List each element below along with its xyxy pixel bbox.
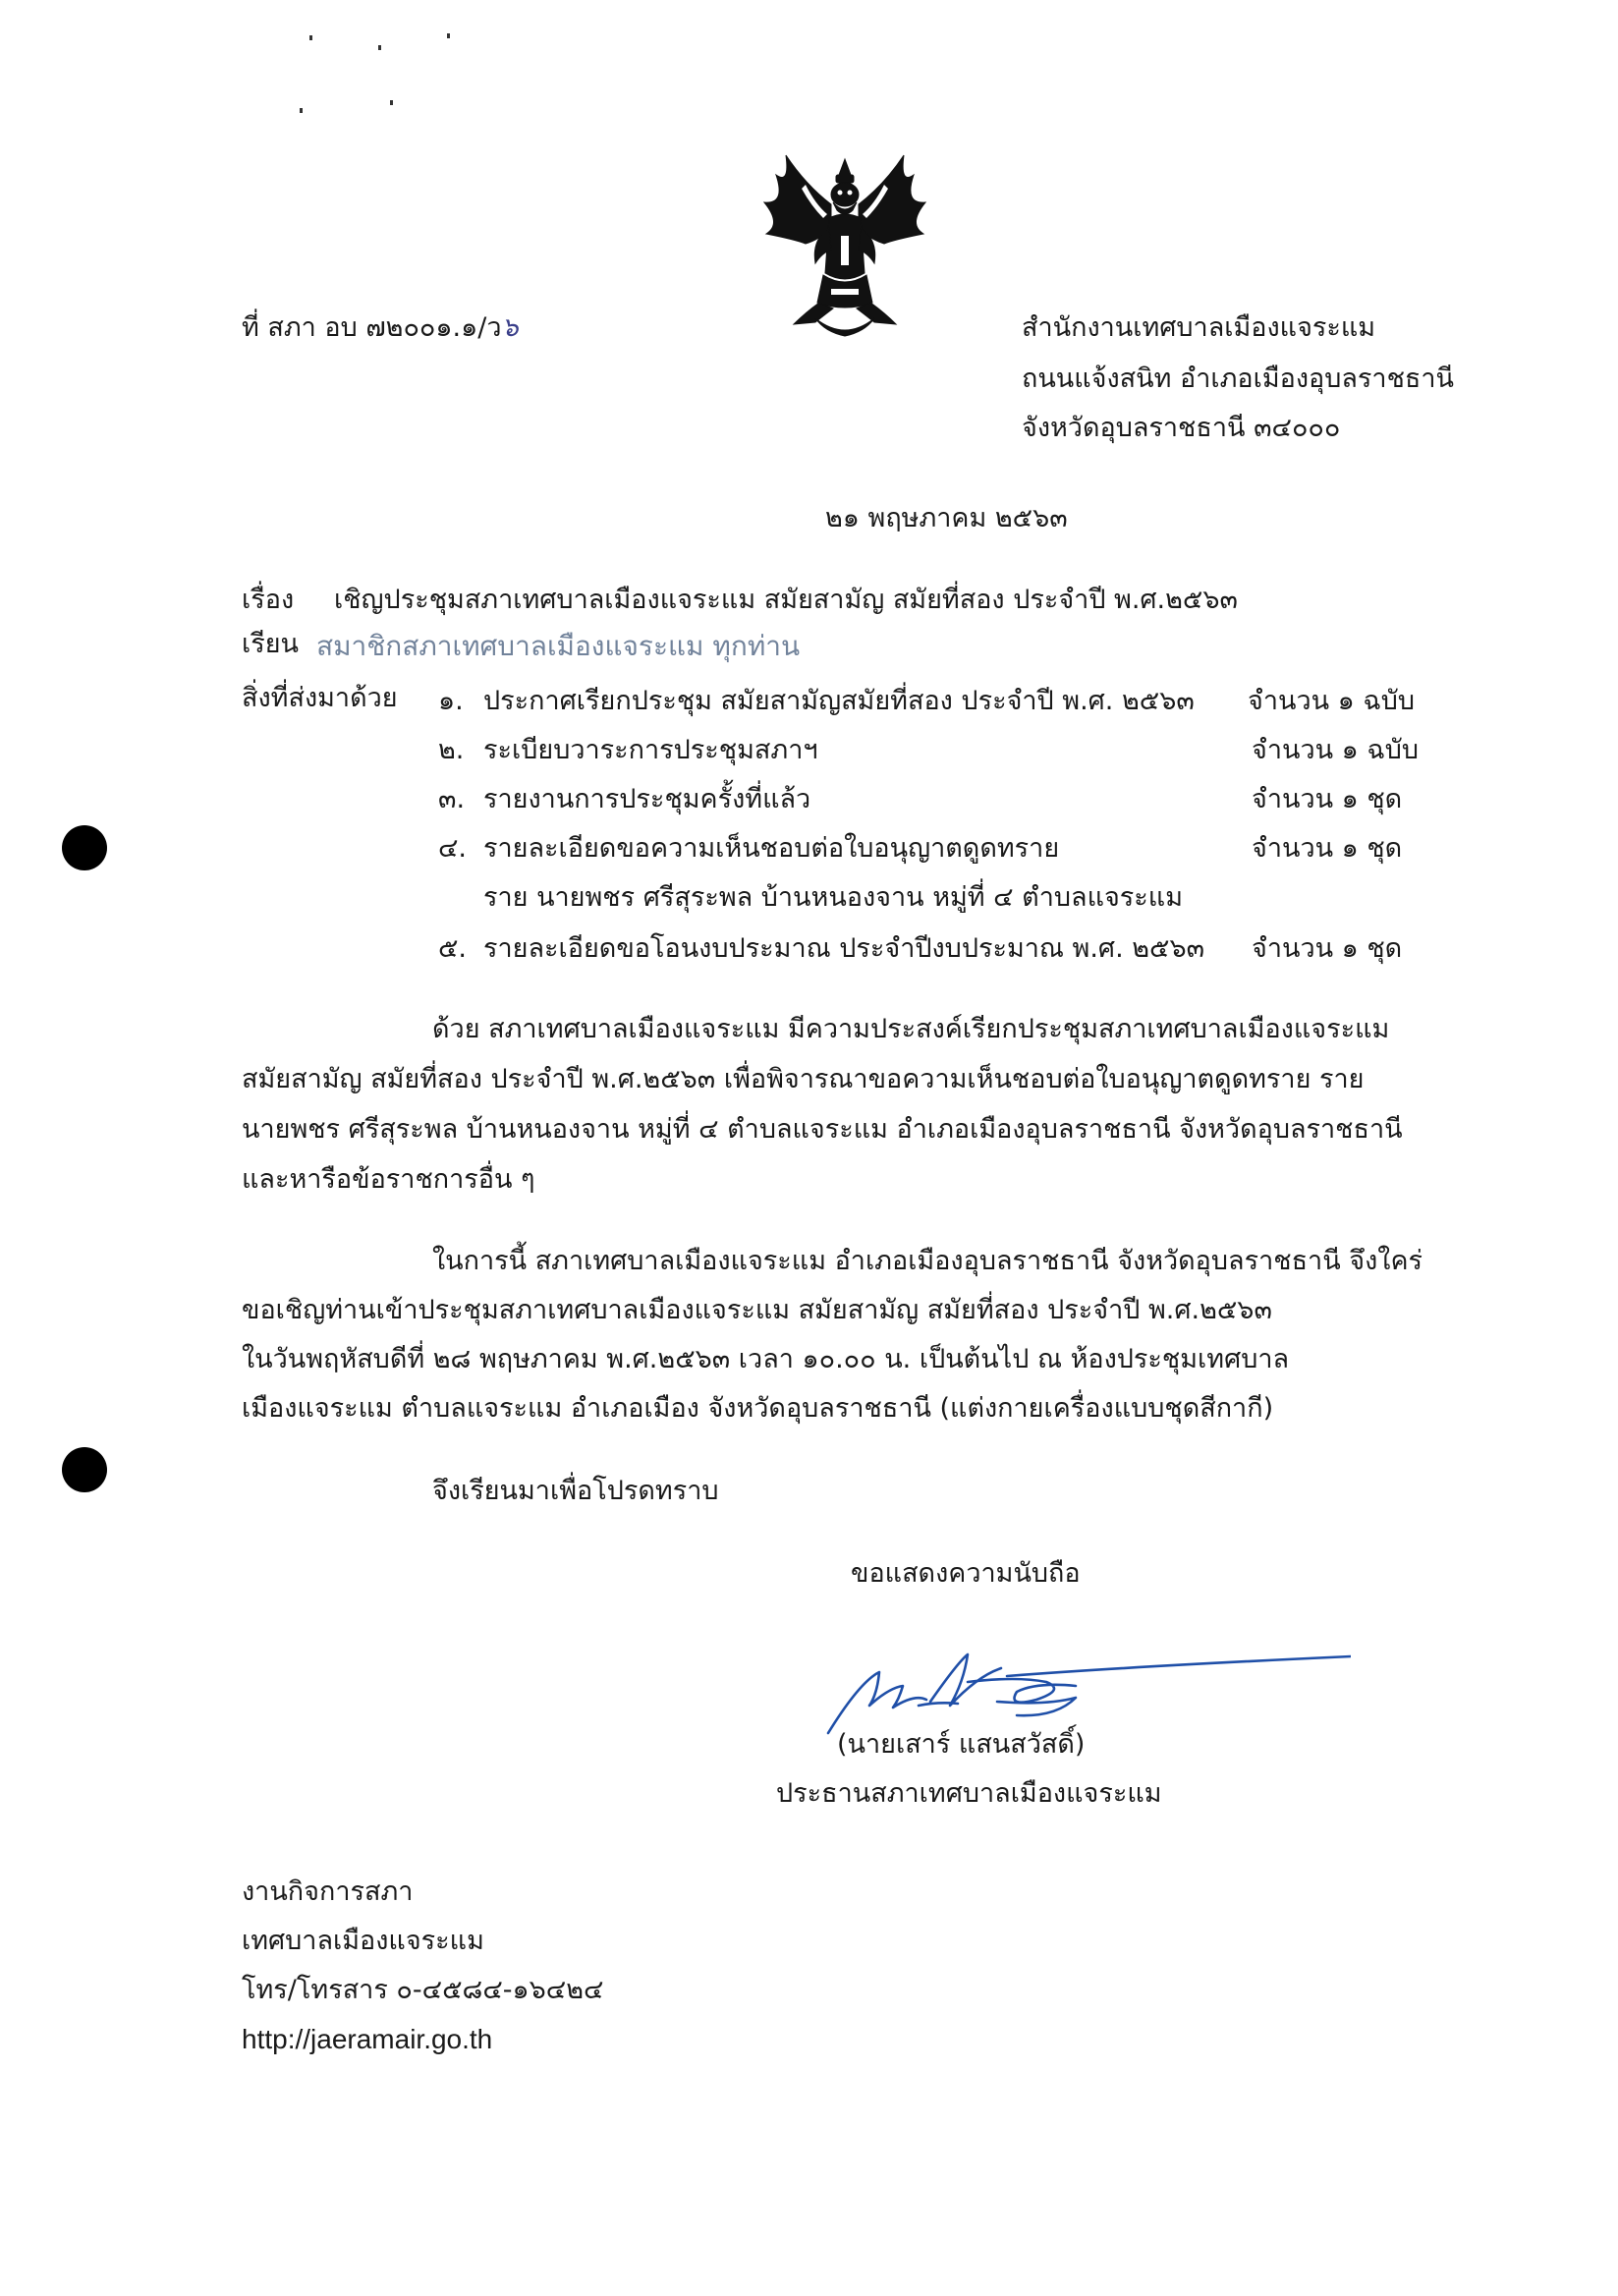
enclosure-quantity: จำนวน ๑ ฉบับ bbox=[1252, 735, 1420, 765]
enclosure-text: ประกาศเรียกประชุม สมัยสามัญสมัยที่สอง ประจำปี พ.ศ. ๒๕๖๓ bbox=[483, 686, 1195, 716]
office-street: ถนนแจ้งสนิท อำเภอเมืองอุบลราชธานี bbox=[1022, 364, 1455, 394]
enclosure-number: ๑. bbox=[438, 686, 464, 716]
enclosure-number: ๒. bbox=[438, 735, 465, 765]
enclosure-quantity: จำนวน ๑ ชุด bbox=[1252, 933, 1403, 964]
to-label: เรียน bbox=[242, 629, 300, 659]
subject-text: เชิญประชุมสภาเทศบาลเมืองแจระแม สมัยสามัญ สมัยที่สอง ประจำปี พ.ศ.๒๕๖๓ bbox=[334, 585, 1238, 615]
enclosure-quantity: จำนวน ๑ ชุด bbox=[1252, 833, 1403, 864]
document-number-printed: ที่ สภา อบ ๗๒๐๐๑.๑/ว bbox=[242, 312, 502, 343]
document-date: ๒๑ พฤษภาคม ๒๕๖๓ bbox=[825, 503, 1068, 533]
subject-label: เรื่อง bbox=[242, 585, 295, 615]
enclosure-number: ๔. bbox=[438, 833, 468, 864]
scan-speck bbox=[390, 100, 393, 105]
paragraph-2-line: ในการนี้ สภาเทศบาลเมืองแจระแม อำเภอเมืองอุบลราชธานี จังหวัดอุบลราชธานี จึงใคร่ bbox=[432, 1246, 1423, 1276]
enclosure-number: ๓. bbox=[438, 784, 466, 814]
document-number-handwritten: ๖ bbox=[501, 312, 519, 343]
enclosure-text: รายละเอียดขอโอนงบประมาณ ประจำปีงบประมาณ พ.ศ. ๒๕๖๓ bbox=[483, 933, 1205, 964]
paragraph-2-line: ขอเชิญท่านเข้าประชุมสภาเทศบาลเมืองแจระแม สมัยสามัญ สมัยที่สอง ประจำปี พ.ศ.๒๕๖๓ bbox=[242, 1295, 1272, 1325]
punch-hole bbox=[62, 1447, 107, 1492]
closing-line: จึงเรียนมาเพื่อโปรดทราบ bbox=[432, 1476, 719, 1506]
footer-phone: โทร/โทรสาร ๐-๔๕๘๔-๑๖๔๒๔ bbox=[242, 1975, 604, 2005]
signer-name: (นายเสาร์ แสนสวัสดิ์) bbox=[837, 1729, 1086, 1760]
enclosure-text: ระเบียบวาระการประชุมสภาฯ bbox=[483, 735, 818, 765]
enclosure-quantity: จำนวน ๑ ฉบับ bbox=[1248, 686, 1416, 716]
punch-hole bbox=[62, 825, 107, 870]
signer-title: ประธานสภาเทศบาลเมืองแจระแม bbox=[776, 1778, 1162, 1809]
regards-text: ขอแสดงความนับถือ bbox=[851, 1558, 1081, 1589]
garuda-emblem-icon bbox=[747, 145, 943, 342]
enclosures-label: สิ่งที่ส่งมาด้วย bbox=[242, 683, 398, 713]
footer-organization: เทศบาลเมืองแจระแม bbox=[242, 1926, 484, 1956]
footer-department: งานกิจการสภา bbox=[242, 1876, 414, 1907]
scan-speck bbox=[309, 35, 312, 40]
office-province: จังหวัดอุบลราชธานี ๓๔๐๐๐ bbox=[1022, 413, 1341, 443]
enclosure-quantity: จำนวน ๑ ชุด bbox=[1252, 784, 1403, 814]
scan-speck bbox=[378, 45, 381, 50]
enclosure-text-continued: ราย นายพชร ศรีสุระพล บ้านหนองจาน หมู่ที่ ๔ ตำบลแจระแม bbox=[483, 882, 1183, 913]
document-number bbox=[242, 312, 519, 344]
scan-speck bbox=[447, 33, 450, 38]
enclosure-number: ๕. bbox=[438, 933, 468, 964]
paragraph-2-line: ในวันพฤหัสบดีที่ ๒๘ พฤษภาคม พ.ศ.๒๕๖๓ เวลา ๑๐.๐๐ น. เป็นต้นไป ณ ห้องประชุมเทศบาล bbox=[242, 1344, 1290, 1374]
office-name: สำนักงานเทศบาลเมืองแจระแม bbox=[1022, 312, 1376, 343]
to-recipient-handwritten: สมาชิกสภาเทศบาลเมืองแจระแม ทุกท่าน bbox=[316, 630, 801, 662]
enclosure-text: รายงานการประชุมครั้งที่แล้ว bbox=[483, 784, 811, 814]
enclosure-text: รายละเอียดขอความเห็นชอบต่อใบอนุญาตดูดทราย bbox=[483, 833, 1060, 864]
paragraph-1-line: นายพชร ศรีสุระพล บ้านหนองจาน หมู่ที่ ๔ ตำบลแจระแม อำเภอเมืองอุบลราชธานี จังหวัดอุบลราชธานี bbox=[242, 1114, 1403, 1145]
scan-speck bbox=[300, 108, 303, 113]
paragraph-1-line: ด้วย สภาเทศบาลเมืองแจระแม มีความประสงค์เรียกประชุมสภาเทศบาลเมืองแจระแม bbox=[432, 1014, 1390, 1044]
paragraph-1-line: และหารือข้อราชการอื่น ๆ bbox=[242, 1164, 535, 1195]
paragraph-1-line: สมัยสามัญ สมัยที่สอง ประจำปี พ.ศ.๒๕๖๓ เพื่อพิจารณาขอความเห็นชอบต่อใบอนุญาตดูดทราย ราย bbox=[242, 1064, 1365, 1094]
footer-website-link[interactable]: http://jaeramair.go.th bbox=[242, 2024, 493, 2054]
paragraph-2-line: เมืองแจระแม ตำบลแจระแม อำเภอเมือง จังหวัดอุบลราชธานี (แต่งกายเครื่องแบบชุดสีกากี) bbox=[242, 1393, 1274, 1424]
